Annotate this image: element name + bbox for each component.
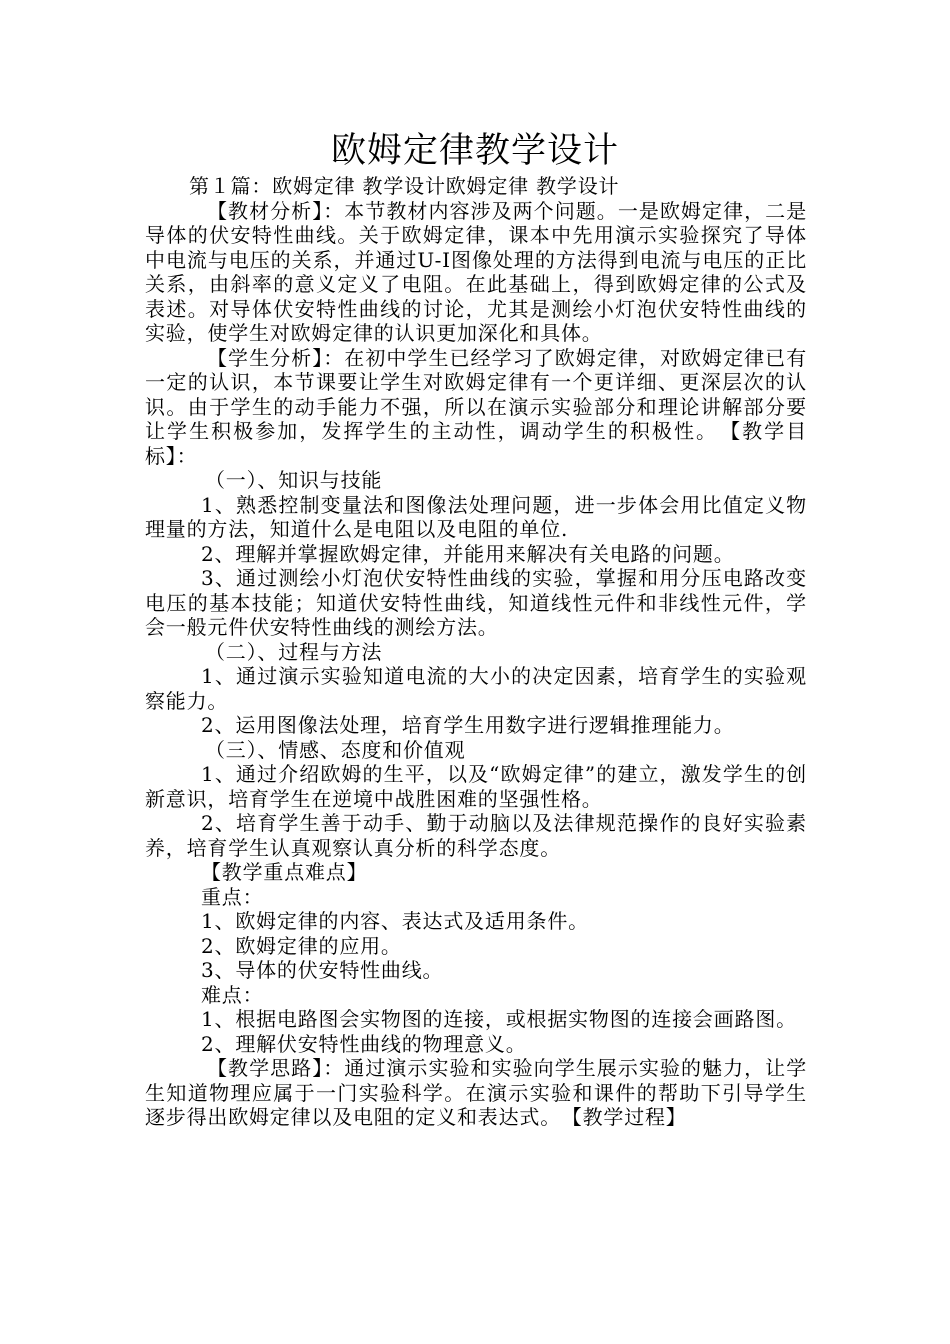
process-method-item-1: 1、通过演示实验知道电流的大小的决定因素，培育学生的实验观察能力。 — [145, 664, 807, 713]
process-method-item-2: 2、运用图像法处理，培育学生用数字进行逻辑推理能力。 — [201, 713, 735, 737]
knowledge-skill-item-3: 3、通过测绘小灯泡伏安特性曲线的实验，掌握和用分压电路改变电压的基本技能；知道伏安特性曲线，知道线性元件和非线性元件，学会一般元件伏安特性曲线的测绘方法。 — [145, 566, 807, 639]
key-point-item-2: 2、欧姆定律的应用。 — [201, 933, 402, 958]
section-heading-attitude-values: （三）、情感、态度和价值观 — [205, 737, 466, 762]
difficult-points-label: 难点： — [201, 982, 264, 1007]
knowledge-skill-item-1: 1、熟悉控制变量法和图像法处理问题，进一步体会用比值定义物理量的方法，知道什么是电阻以及电阻的单位. — [145, 492, 807, 541]
difficult-point-item-1: 1、根据电路图会实物图的连接，或根据实物图的连接会画路图。 — [201, 1007, 797, 1031]
document-title: 欧姆定律教学设计 — [330, 131, 619, 171]
knowledge-skill-item-2: 2、理解并掌握欧姆定律，并能用来解决有关电路的问题。 — [201, 541, 735, 566]
teaching-approach-paragraph: 【教学思路】：通过演示实验和实验向学生展示实验的魅力，让学生知道物理应属于一门实验科学。在演示实验和课件的帮助下引导学生逐步得出欧姆定律以及电阻的定义和表达式。 【教学过程】 — [145, 1056, 807, 1129]
document-body — [145, 174, 807, 1130]
key-points-label: 重点： — [201, 884, 264, 909]
article-heading: 第１篇：欧姆定律 教学设计欧姆定律 教学设计 — [189, 174, 620, 198]
attitude-value-item-1: 1、通过介绍欧姆的生平，以及“欧姆定律”的建立，激发学生的创新意识，培育学生在逆境中战胜困难的坚强性格。 — [145, 762, 807, 811]
difficult-point-item-2: 2、理解伏安特性曲线的物理意义。 — [201, 1031, 527, 1056]
textbook-analysis-paragraph: 【教材分析】：本节教材内容涉及两个问题。一是欧姆定律，二是导体的伏安特性曲线。关于欧姆定律，课本中先用演示实验探究了导体中电流与电压的关系，并通过U-I图像处理的方法得到电流与电压的正比关系，由斜率的意义定义了电阻。在此基础上，得到欧姆定律的公式及表述。对导体伏安特性曲线的讨论，尤其是测绘小灯泡伏安特性曲线的实验，使学生对欧姆定律的认识更加深化和具体。 — [145, 198, 807, 345]
key-difficult-points-heading: 【教学重点难点】 — [201, 860, 368, 884]
attitude-value-item-2: 2、培育学生善于动手、勤于动脑以及法律规范操作的良好实验素养，培育学生认真观察认真分析的科学态度。 — [145, 811, 807, 860]
key-point-item-1: 1、欧姆定律的内容、表达式及适用条件。 — [201, 909, 589, 933]
section-heading-knowledge-skills: （一）、知识与技能 — [205, 468, 383, 492]
student-analysis-paragraph: 【学生分析】：在初中学生已经学习了欧姆定律，对欧姆定律已有一定的认识，本节课要让学生对欧姆定律有一个更详细、更深层次的认识。由于学生的动手能力不强，所以在演示实验部分和理论讲解部分要让学生积极参加，发挥学生的主动性，调动学生的积极性。 【教学目标】： — [145, 345, 807, 468]
key-point-item-3: 3、导体的伏安特性曲线。 — [201, 958, 444, 982]
section-heading-process-methods: （二）、过程与方法 — [205, 639, 383, 664]
